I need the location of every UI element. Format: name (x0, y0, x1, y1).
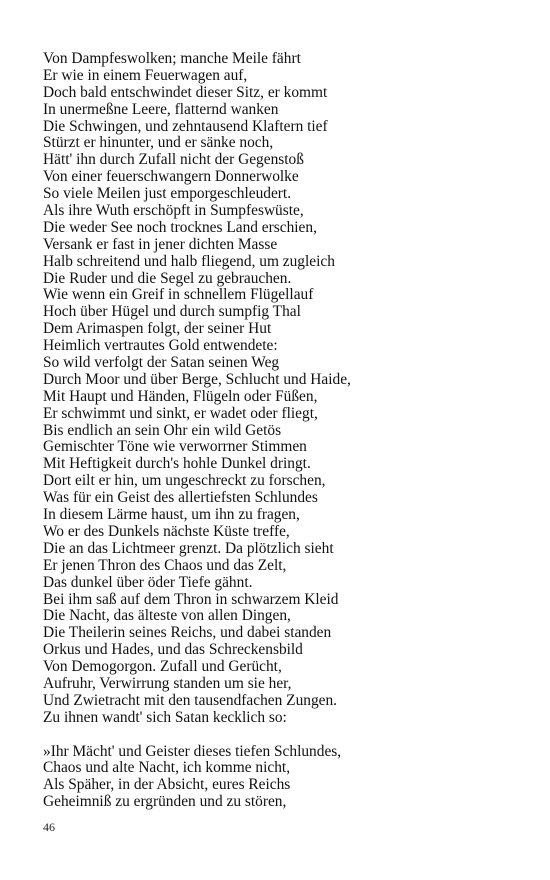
verse-line: Die an das Lichtmeer grenzt. Da plötzlich sieht (43, 539, 334, 557)
verse-line: Als Späher, in der Absicht, eures Reichs (43, 776, 291, 794)
verse-line: Hoch über Hügel und durch sumpfig Thal (43, 303, 301, 321)
verse-line: Als ihre Wuth erschöpft in Sumpfeswüste, (43, 202, 304, 220)
verse-line: Die weder See noch trocknes Land erschien, (43, 218, 317, 236)
page-number: 46 (43, 820, 55, 834)
verse-line: Bis endlich an sein Ohr ein wild Getös (43, 421, 282, 439)
verse-line: Was für ein Geist des allertiefsten Schlundes (43, 489, 318, 507)
verse-line: Dort eilt er hin, um ungeschreckt zu forschen, (43, 472, 326, 490)
verse-line: Doch bald entschwindet dieser Sitz, er kommt (43, 83, 328, 101)
verse-line: Orkus und Hades, und das Schreckensbild (43, 641, 303, 659)
verse-line: Durch Moor und über Berge, Schlucht und Haide, (43, 370, 351, 388)
verse-line: Aufruhr, Verwirrung standen um sie her, (43, 674, 292, 692)
verse-line: Das dunkel über öder Tiefe gähnt. (43, 573, 253, 591)
verse-line: Chaos und alte Nacht, ich komme nicht, (43, 759, 291, 777)
verse-line: Die Theilerin seines Reichs, und dabei standen (43, 624, 332, 642)
verse-line: Heimlich vertrautes Gold entwendete: (43, 337, 278, 355)
verse-line: Geheimniß zu ergründen und zu stören, (43, 793, 287, 811)
verse-line: Halb schreitend und halb fliegend, um zugleich (43, 252, 335, 270)
verse-line: Bei ihm saß auf dem Thron in schwarzem Kleid (43, 590, 339, 608)
verse-line: Von Demogorgon. Zufall und Gerücht, (43, 658, 282, 676)
verse-line: Und Zwietracht mit den tausendfachen Zungen. (43, 691, 338, 709)
stanza-break (43, 727, 523, 744)
verse-line: In unermeßne Leere, flatternd wanken (43, 100, 279, 118)
verse-line: Von Dampfeswolken; manche Meile fährt (43, 50, 301, 67)
verse-line: Zu ihnen wandt' sich Satan kecklich so: (43, 708, 287, 726)
verse-line: So viele Meilen just emporgeschleudert. (43, 185, 292, 203)
verse-line: Die Ruder und die Segel zu gebrauchen. (43, 269, 292, 287)
verse-line: In diesem Lärme haust, um ihn zu fragen, (43, 506, 300, 524)
verse-line: »Ihr Mächt' und Geister dieses tiefen Schlundes, (43, 742, 342, 760)
verse-line: Wo er des Dunkels nächste Küste treffe, (43, 522, 290, 540)
verse-line: Er jenen Thron des Chaos und das Zelt, (43, 556, 287, 574)
verse-line: Von einer feuerschwangern Donnerwolke (43, 168, 299, 186)
verse-line: Die Nacht, das älteste von allen Dingen, (43, 607, 291, 625)
verse-line: Er schwimmt und sinkt, er wadet oder fliegt, (43, 404, 318, 422)
verse-line: Mit Haupt und Händen, Flügeln oder Füßen, (43, 387, 318, 405)
verse-line: Die Schwingen, und zehntausend Klaftern tief (43, 117, 328, 135)
verse-line: Hätt' ihn durch Zufall nicht der Gegenstoß (43, 151, 304, 169)
verse-line: Er wie in einem Feuerwagen auf, (43, 66, 248, 84)
verse-line: So wild verfolgt der Satan seinen Weg (43, 354, 280, 372)
verse-line: Stürzt er hinunter, und er sänke noch, (43, 134, 274, 152)
verse-line: Wie wenn ein Greif in schnellem Flügellauf (43, 286, 314, 304)
verse-line: Versank er fast in jener dichten Masse (43, 235, 278, 253)
verse-line: Gemischter Töne wie verworrner Stimmen (43, 438, 307, 456)
verse-line: Dem Arimaspen folgt, der seiner Hut (43, 320, 272, 338)
verse-line: Mit Heftigkeit durch's hohle Dunkel dringt. (43, 455, 311, 473)
poem-text (43, 51, 523, 811)
